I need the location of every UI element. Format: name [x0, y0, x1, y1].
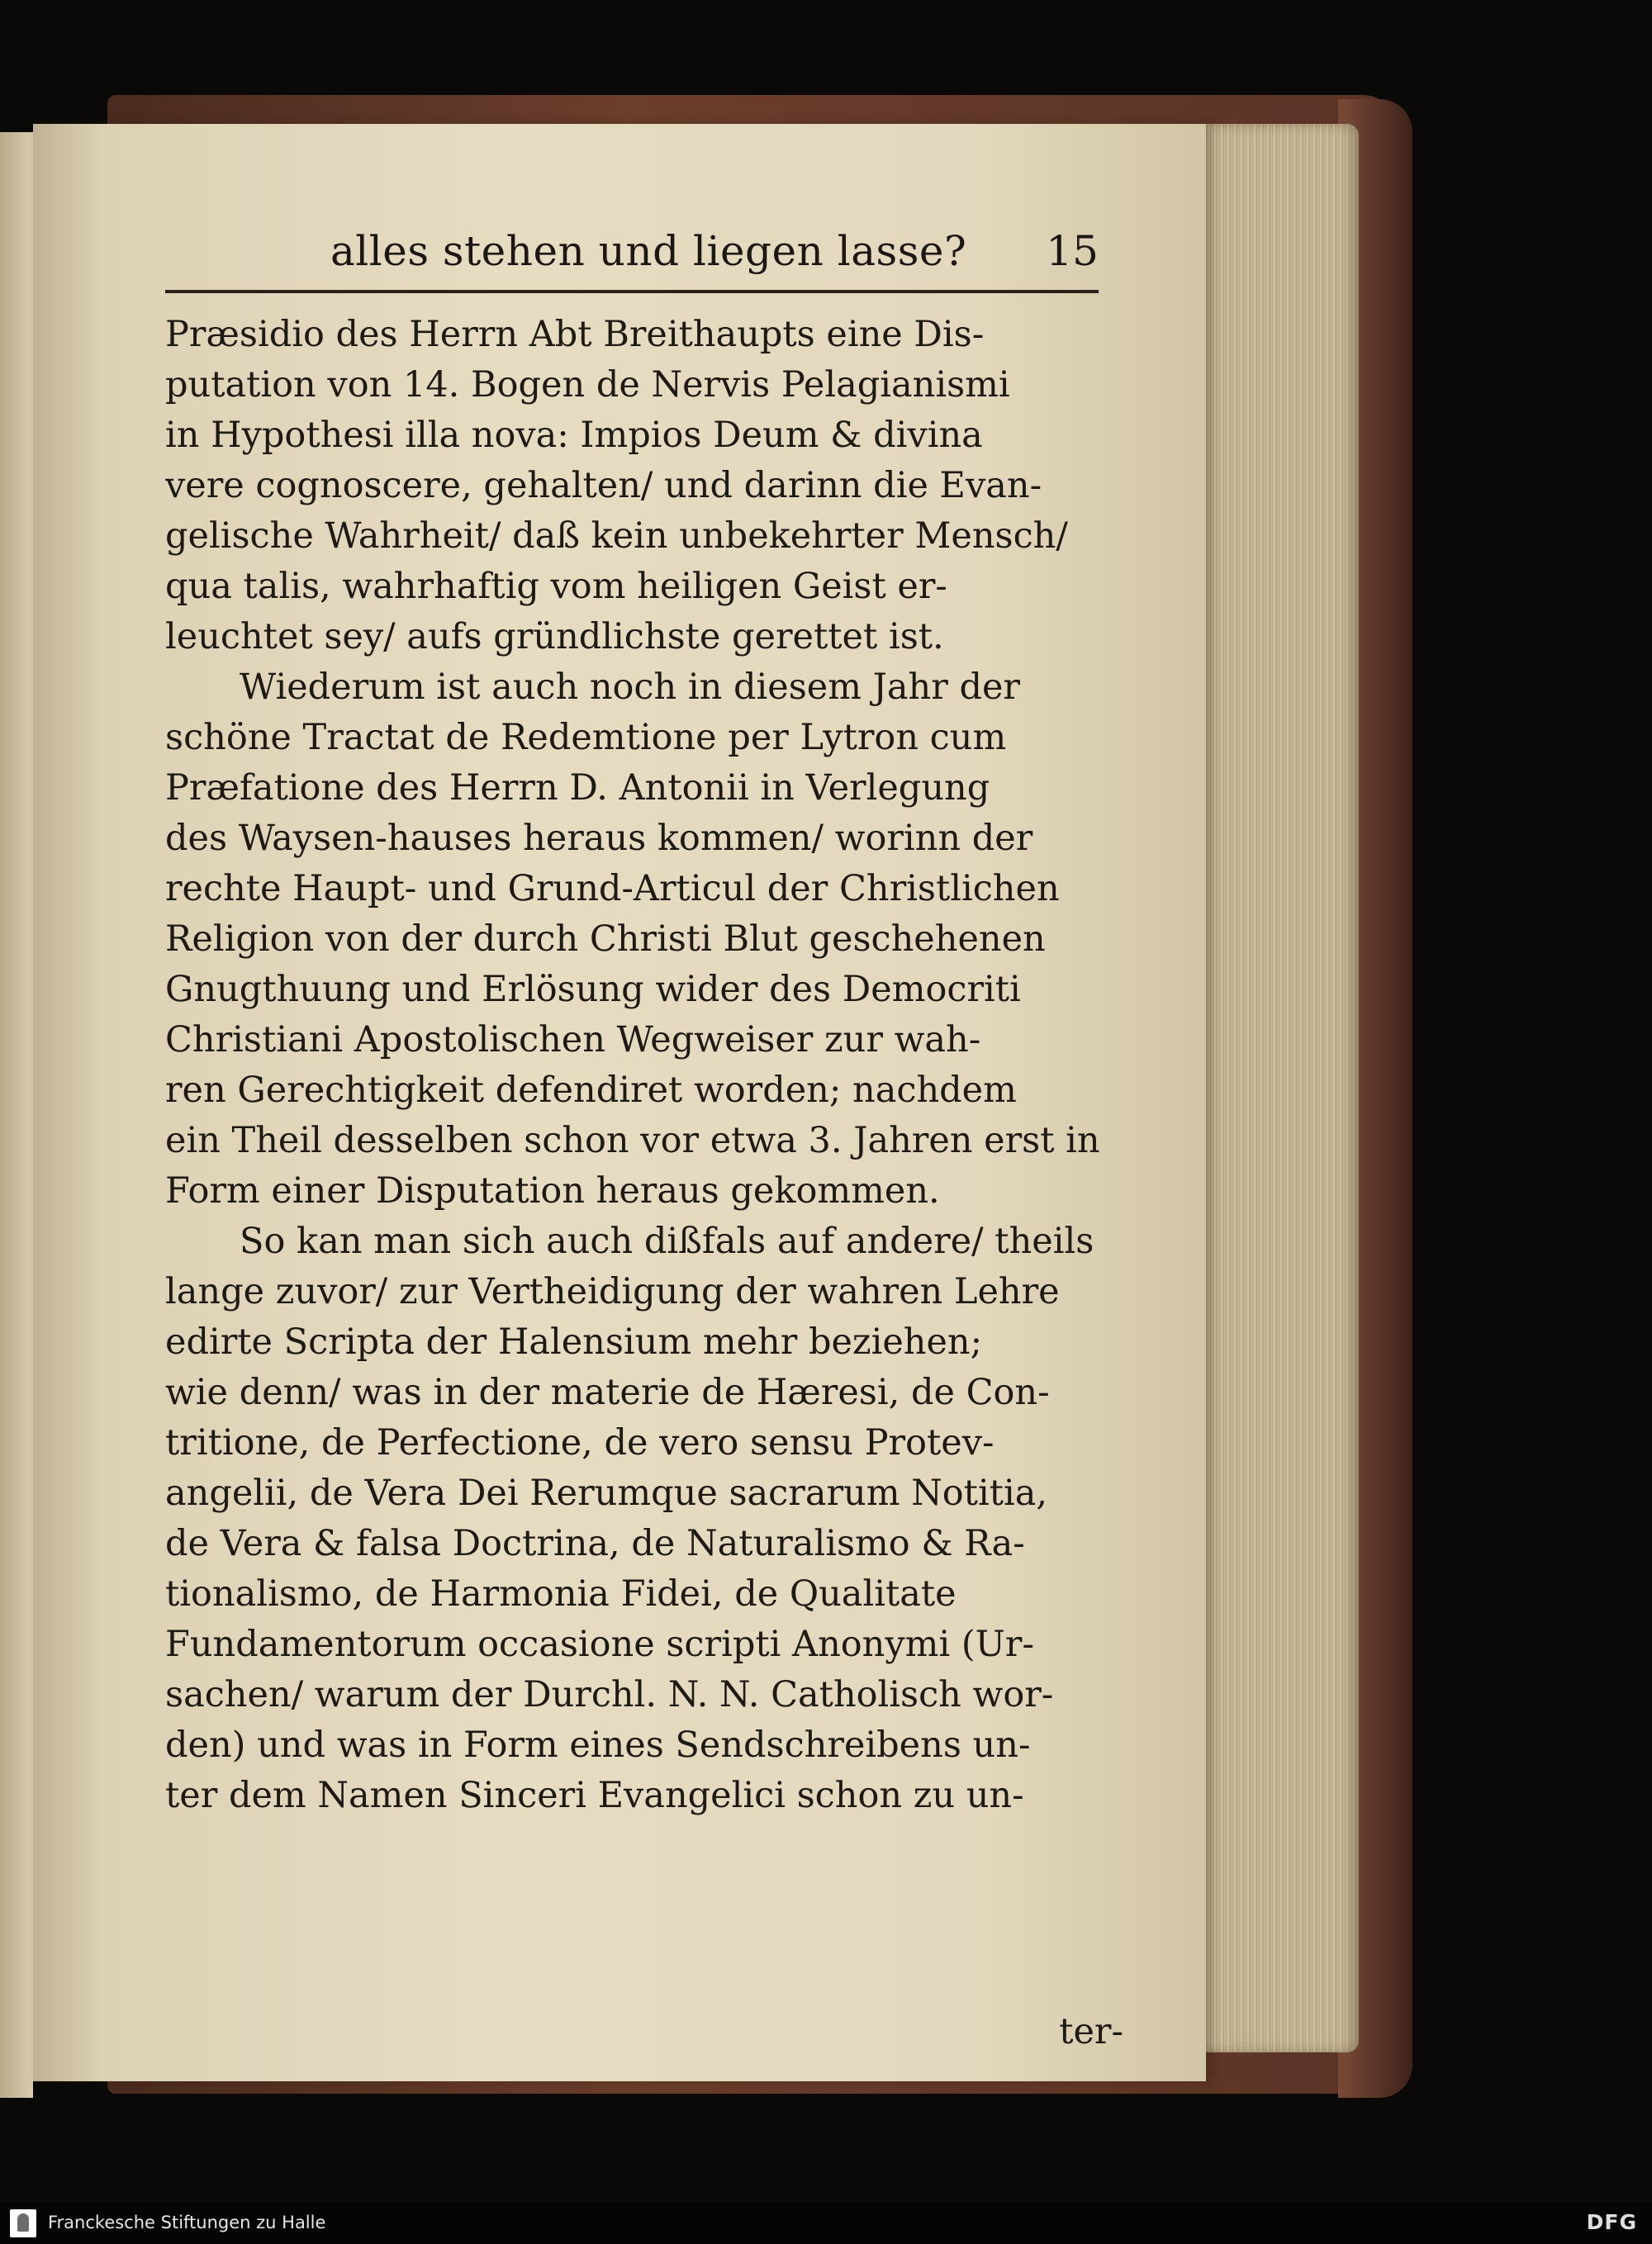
text-line: leuchtet sey/ aufs gründlichste gerettet ist.: [165, 616, 944, 657]
text-line: angelii, de Vera Dei Rerumque sacrarum Notitia,: [165, 1473, 1048, 1514]
institution-label: Franckesche Stiftungen zu Halle: [48, 2213, 326, 2232]
page-edges: [1198, 124, 1359, 2052]
text-line: qua talis, wahrhaftig vom heiligen Geist er-: [165, 566, 947, 607]
text-line: Religion von der durch Christi Blut geschehenen: [165, 918, 1046, 960]
paragraph-start-line: Wiederum ist auch noch in diesem Jahr der: [240, 667, 1020, 708]
previous-page-edge: [0, 132, 33, 2098]
dfg-logo: DFG: [1586, 2210, 1637, 2234]
text-line: ren Gerechtigkeit defendiret worden; nachdem: [165, 1070, 1017, 1111]
running-title: alles stehen und liegen lasse?: [330, 227, 967, 275]
body-text: [165, 310, 1123, 2052]
text-line: des Waysen-hauses heraus kommen/ worinn der: [165, 818, 1033, 859]
text-line: Christiani Apostolischen Wegweiser zur wah-: [165, 1019, 981, 1060]
text-line: Gnugthuung und Erlösung wider des Democriti: [165, 969, 1021, 1010]
text-line: ter dem Namen Sinceri Evangelici schon zu un-: [165, 1775, 1024, 1816]
text-line: Fundamentorum occasione scripti Anonymi (Ur-: [165, 1624, 1034, 1665]
text-line: edirte Scripta der Halensium mehr beziehen;: [165, 1321, 983, 1363]
page-header: [165, 211, 1099, 293]
text-line: putation von 14. Bogen de Nervis Pelagianismi: [165, 364, 1010, 406]
text-line: ein Theil desselben schon vor etwa 3. Jahren erst in: [165, 1120, 1100, 1161]
text-line: Præsidio des Herrn Abt Breithaupts eine Dis-: [165, 314, 985, 355]
header-rule: [165, 290, 1099, 293]
viewer-footer: [0, 2203, 1652, 2244]
text-line: Form einer Disputation heraus gekommen.: [165, 1170, 940, 1212]
catchword: ter-: [1059, 2011, 1123, 2052]
text-line: vere cognoscere, gehalten/ und darinn die Evan-: [165, 465, 1042, 506]
text-line: sachen/ warum der Durchl. N. N. Catholisch wor-: [165, 1674, 1054, 1715]
text-line: de Vera & falsa Doctrina, de Naturalismo & Ra-: [165, 1523, 1025, 1564]
text-line: wie denn/ was in der materie de Hæresi, de Con-: [165, 1372, 1050, 1413]
page-number: 15: [1046, 227, 1099, 275]
text-line: schöne Tractat de Redemtione per Lytron cum: [165, 717, 1007, 758]
franckesche-stiftungen-logo-icon: [10, 2209, 36, 2237]
text-line: Præfatione des Herrn D. Antonii in Verlegung: [165, 767, 990, 809]
text-line: rechte Haupt- und Grund-Articul der Christlichen: [165, 868, 1060, 909]
text-line: tritione, de Perfectione, de vero sensu Protev-: [165, 1422, 995, 1464]
text-line: gelische Wahrheit/ daß kein unbekehrter Mensch/: [165, 515, 1068, 557]
paragraph-start-line: So kan man sich auch dißfals auf andere/ theils: [240, 1221, 1094, 1262]
book-page: [33, 124, 1206, 2081]
text-line: tionalismo, de Harmonia Fidei, de Qualitate: [165, 1573, 957, 1615]
text-line: den) und was in Form eines Sendschreibens un-: [165, 1725, 1031, 1766]
text-line: in Hypothesi illa nova: Impios Deum & divina: [165, 415, 983, 456]
text-line: lange zuvor/ zur Vertheidigung der wahren Lehre: [165, 1271, 1060, 1312]
